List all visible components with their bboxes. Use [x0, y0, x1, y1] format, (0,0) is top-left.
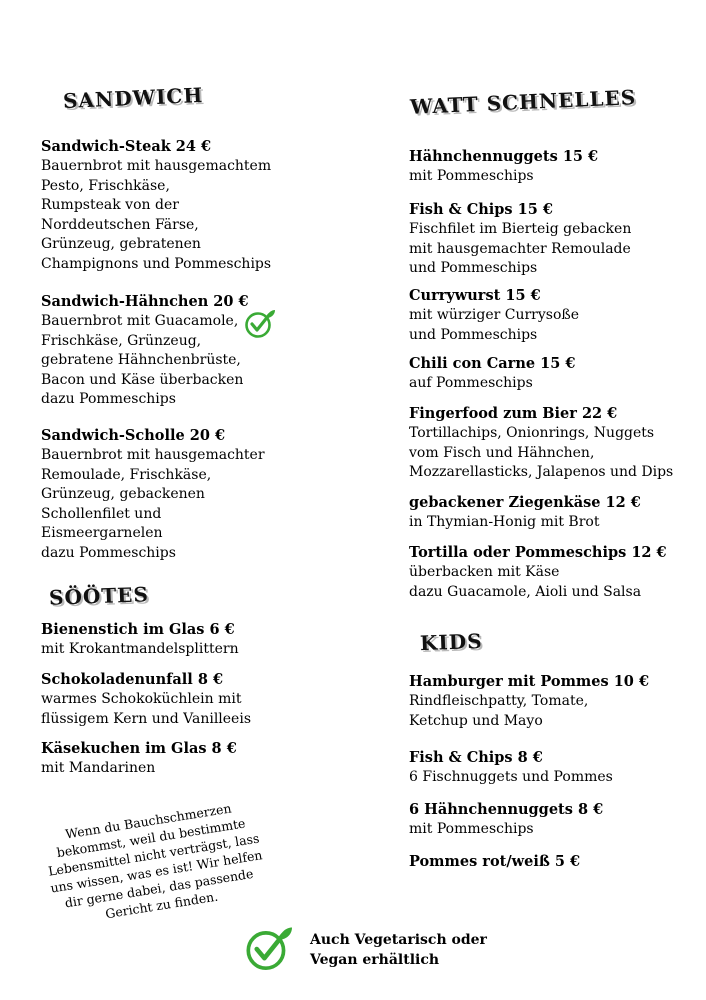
item-name: Currywurst 15 €	[409, 287, 541, 304]
menu-item-fish-chips	[409, 200, 706, 279]
menu-item-currywurst	[409, 286, 706, 345]
item-name: Käsekuchen im Glas 8 €	[41, 740, 237, 757]
item-description: mit Mandarinen	[41, 760, 156, 776]
item-description: überbacken mit Käse dazu Guacamole, Aioli und Salsa	[409, 564, 642, 600]
item-description: mit Pommeschips	[409, 168, 534, 184]
item-name: Pommes rot/weiß 5 €	[409, 853, 581, 870]
section-title-soeoetes: SÖÖTES	[48, 582, 150, 610]
item-name: Fish & Chips 15 €	[409, 201, 553, 218]
item-name: Sandwich-Scholle 20 €	[41, 427, 226, 444]
item-name: gebackener Ziegenkäse 12 €	[409, 494, 641, 511]
item-description: mit Pommeschips	[409, 821, 534, 837]
check-leaf-icon	[244, 926, 294, 976]
item-description: mit würziger Currysoße und Pommeschips	[409, 307, 580, 343]
menu-item-hamburger	[409, 672, 706, 731]
menu-item-sandwich-scholle	[41, 426, 341, 563]
item-description: Bauernbrot mit hausgemachter Remoulade, Frischkäse, Grünzeug, gebackenen Schollenfilet und Eismeergarnelen dazu Pommeschips	[41, 447, 265, 561]
menu-item-sandwich-steak	[41, 137, 341, 274]
item-description: auf Pommeschips	[409, 375, 533, 391]
item-name: Tortilla oder Pommeschips 12 €	[409, 544, 667, 561]
item-name: 6 Hähnchennuggets 8 €	[409, 801, 604, 818]
check-leaf-icon	[244, 309, 276, 343]
item-description: mit Krokantmandelsplittern	[41, 641, 239, 657]
menu-item-haehnchennuggets	[409, 147, 706, 187]
item-name: Bienenstich im Glas 6 €	[41, 621, 235, 638]
menu-item-bienenstich	[41, 620, 341, 660]
item-description: Tortillachips, Onionrings, Nuggets vom Fisch und Hähnchen, Mozzarellasticks, Jalapenos und Dips	[409, 425, 674, 480]
item-description: 6 Fischnuggets und Pommes	[409, 769, 613, 785]
item-name: Chili con Carne 15 €	[409, 355, 576, 372]
menu-item-sandwich-haehnchen	[41, 292, 341, 410]
item-description: Fischfilet im Bierteig gebacken mit hausgemachter Remoulade und Pommeschips	[409, 221, 632, 276]
section-title-sandwich: SANDWICH	[62, 82, 204, 114]
item-name: Fingerfood zum Bier 22 €	[409, 405, 618, 422]
menu-item-pommes-rot-weiss	[409, 852, 706, 872]
section-title-watt-schnelles: WATT SCHNELLES	[409, 85, 637, 119]
item-description: in Thymian-Honig mit Brot	[409, 514, 600, 530]
item-name: Hamburger mit Pommes 10 €	[409, 673, 650, 690]
vegetarian-vegan-note: Auch Vegetarisch oder Vegan erhältlich	[310, 932, 487, 968]
item-name: Schokoladenunfall 8 €	[41, 671, 224, 688]
allergy-note: Wenn du Bauchschmerzen bekommst, weil du bestimmte Lebensmittel nicht verträgst, lass uns wissen, was es ist! Wir helfen dir gerne dabei, das passende Gericht zu finden.	[47, 800, 264, 922]
item-description: warmes Schokoküchlein mit flüssigem Kern und Vanilleeis	[41, 691, 251, 727]
menu-item-fingerfood	[409, 404, 706, 483]
item-description: Bauernbrot mit hausgemachtem Pesto, Frischkäse, Rumpsteak von der Norddeutschen Färse, Grünzeug, gebratenen Champignons und Pommeschips	[41, 158, 272, 272]
section-title-kids: KIDS	[419, 628, 483, 656]
item-description: Rindfleischpatty, Tomate, Ketchup und Mayo	[409, 693, 589, 729]
item-name: Fish & Chips 8 €	[409, 749, 543, 766]
item-description: Bauernbrot mit Guacamole, Frischkäse, Grünzeug, gebratene Hähnchenbrüste, Bacon und Käse überbacken dazu Pommeschips	[41, 313, 244, 407]
menu-item-tortilla	[409, 543, 706, 602]
menu-item-kaesekuchen	[41, 739, 341, 779]
menu-item-chili-con-carne	[409, 354, 706, 394]
menu-item-kids-fish-chips	[409, 748, 706, 788]
item-name: Hähnchennuggets 15 €	[409, 148, 599, 165]
menu-item-schokoladenunfall	[41, 670, 341, 729]
item-name: Sandwich-Steak 24 €	[41, 138, 212, 155]
item-name: Sandwich-Hähnchen 20 €	[41, 293, 249, 310]
menu-item-kids-nuggets	[409, 800, 706, 840]
menu-item-ziegenkaese	[409, 493, 706, 533]
